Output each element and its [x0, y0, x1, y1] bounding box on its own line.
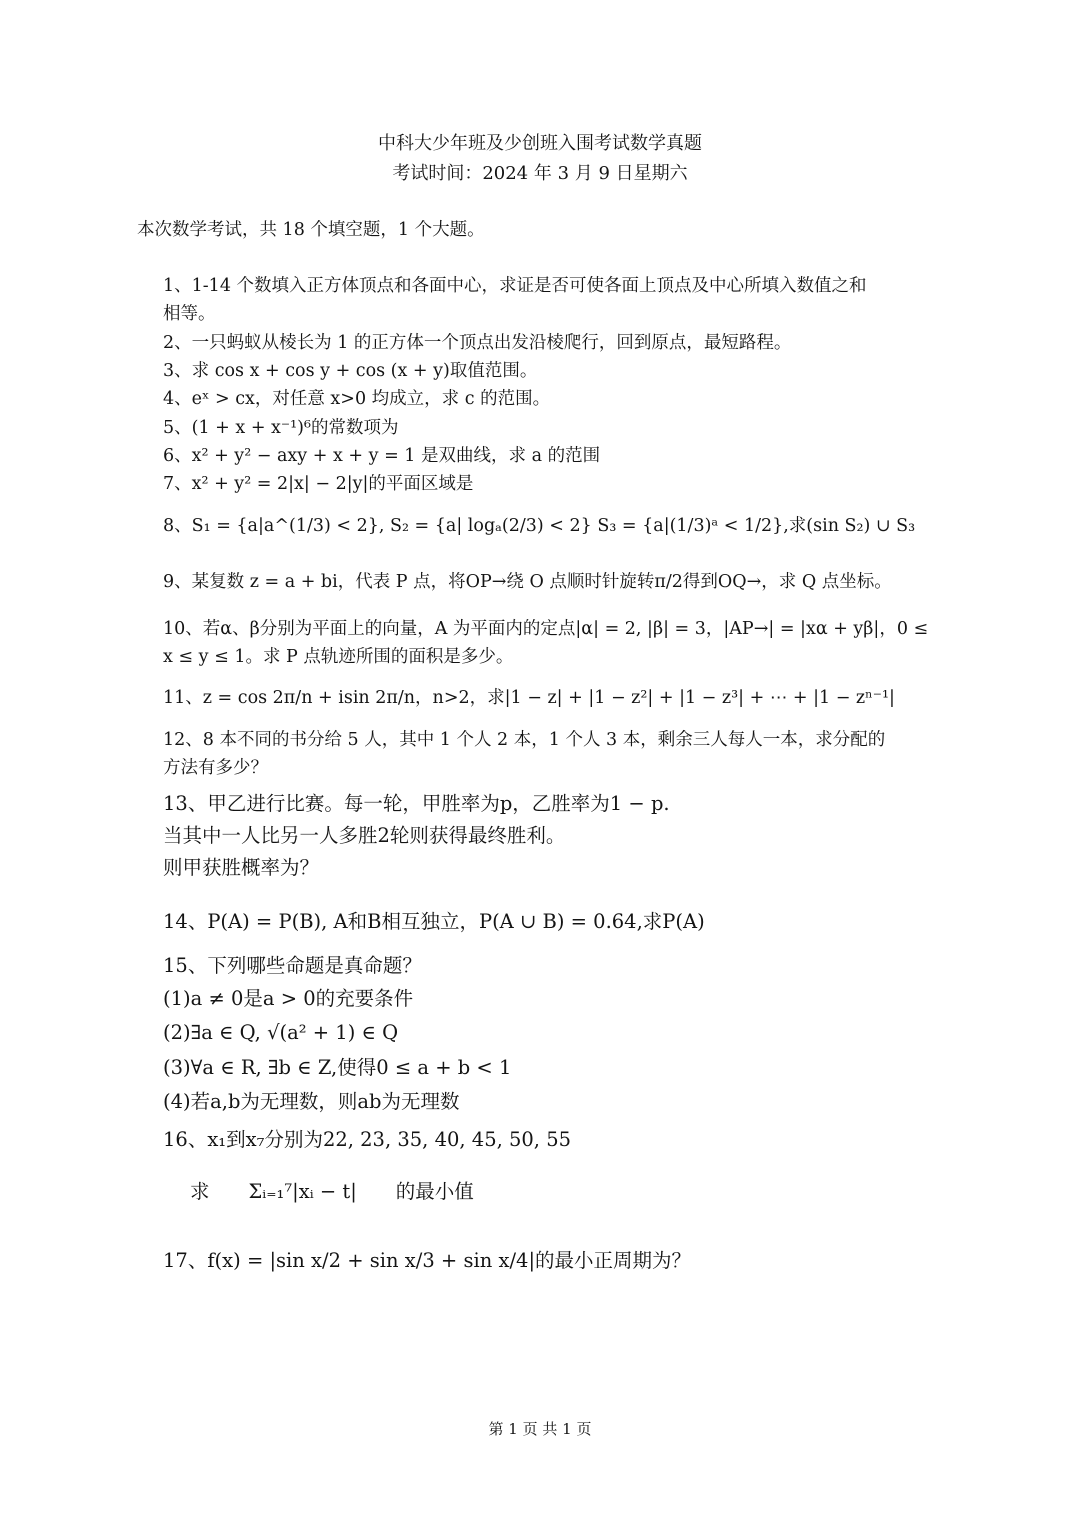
question-10-line-2: x ≤ y ≤ 1。求 P 点轨迹所围的面积是多少。 — [163, 647, 514, 667]
question-5: 5、(1 + x + x⁻¹)⁶的常数项为 — [163, 418, 399, 438]
question-15-option-1: (1)a ≠ 0是a > 0的充要条件 — [163, 987, 414, 1010]
question-17: 17、f(x) = |sin x/2 + sin x/3 + sin x/4|的最小正周期为？ — [163, 1249, 692, 1272]
question-6: 6、x² + y² − axy + x + y = 1 是双曲线，求 a 的范围 — [163, 446, 601, 466]
question-4: 4、eˣ > cx，对任意 x>0 均成立，求 c 的范围。 — [163, 389, 551, 409]
question-13-line-1: 13、甲乙进行比赛。每一轮，甲胜率为p，乙胜率为1 − p. — [163, 792, 670, 815]
question-16-line-2: 求 Σᵢ₌₁⁷|xᵢ − t| 的最小值 — [190, 1180, 474, 1203]
intro-text: 本次数学考试，共 18 个填空题，1 个大题。 — [137, 220, 485, 240]
question-14: 14、P(A) = P(B), A和B相互独立，P(A ∪ B) = 0.64,求P(A) — [163, 910, 705, 933]
question-12-line-1: 12、8 本不同的书分给 5 人，其中 1 个人 2 本，1 个人 3 本，剩余三人每人一本，求分配的 — [163, 730, 886, 750]
question-15-option-4: (4)若a,b为无理数，则ab为无理数 — [163, 1090, 460, 1113]
page-footer: 第 1 页 共 1 页 — [488, 1420, 592, 1438]
question-16-line-1: 16、x₁到x₇分别为22, 23, 35, 40, 45, 50, 55 — [163, 1128, 572, 1151]
question-13-line-2: 当其中一人比另一人多胜2轮则获得最终胜利。 — [163, 824, 566, 847]
question-9: 9、某复数 z = a + bi，代表 P 点，将OP→绕 O 点顺时针旋转π/2得到OQ→，求 Q 点坐标。 — [163, 572, 892, 592]
question-15: 15、下列哪些命题是真命题？ — [163, 954, 422, 977]
question-1-line-1: 1、1-14 个数填入正方体顶点和各面中心，求证是否可使各面上顶点及中心所填入数值之和 — [163, 276, 867, 296]
question-1-line-2: 相等。 — [163, 304, 216, 324]
question-3: 3、求 cos x + cos y + cos (x + y)取值范围。 — [163, 361, 538, 381]
question-7: 7、x² + y² = 2|x| − 2|y|的平面区域是 — [163, 474, 474, 494]
exam-time: 考试时间：2024 年 3 月 9 日星期六 — [392, 163, 688, 184]
document-title: 中科大少年班及少创班入围考试数学真题 — [378, 133, 702, 154]
question-12-line-2: 方法有多少？ — [163, 758, 268, 778]
question-2: 2、一只蚂蚁从棱长为 1 的正方体一个顶点出发沿棱爬行，回到原点，最短路程。 — [163, 333, 792, 353]
question-10-line-1: 10、若α、β分别为平面上的向量，A 为平面内的定点|α| = 2, |β| = 3，|AP→| = |xα + yβ|，0 ≤ — [163, 619, 929, 639]
question-15-option-3: (3)∀a ∈ R, ∃b ∈ Z,使得0 ≤ a + b < 1 — [163, 1056, 512, 1079]
question-8: 8、S₁ = {a|a^(1/3) < 2}, S₂ = {a| logₐ(2/3) < 2} S₃ = {a|(1/3)ᵃ < 1/2},求(sin S₂) ∪ S₃ — [163, 516, 916, 536]
question-11: 11、z = cos 2π/n + isin 2π/n，n>2，求|1 − z| + |1 − z²| + |1 − z³| + ⋯ + |1 − zⁿ⁻¹| — [163, 688, 895, 708]
question-15-option-2: (2)∃a ∈ Q, √(a² + 1) ∈ Q — [163, 1021, 399, 1044]
question-13-line-3: 则甲获胜概率为？ — [163, 856, 320, 879]
